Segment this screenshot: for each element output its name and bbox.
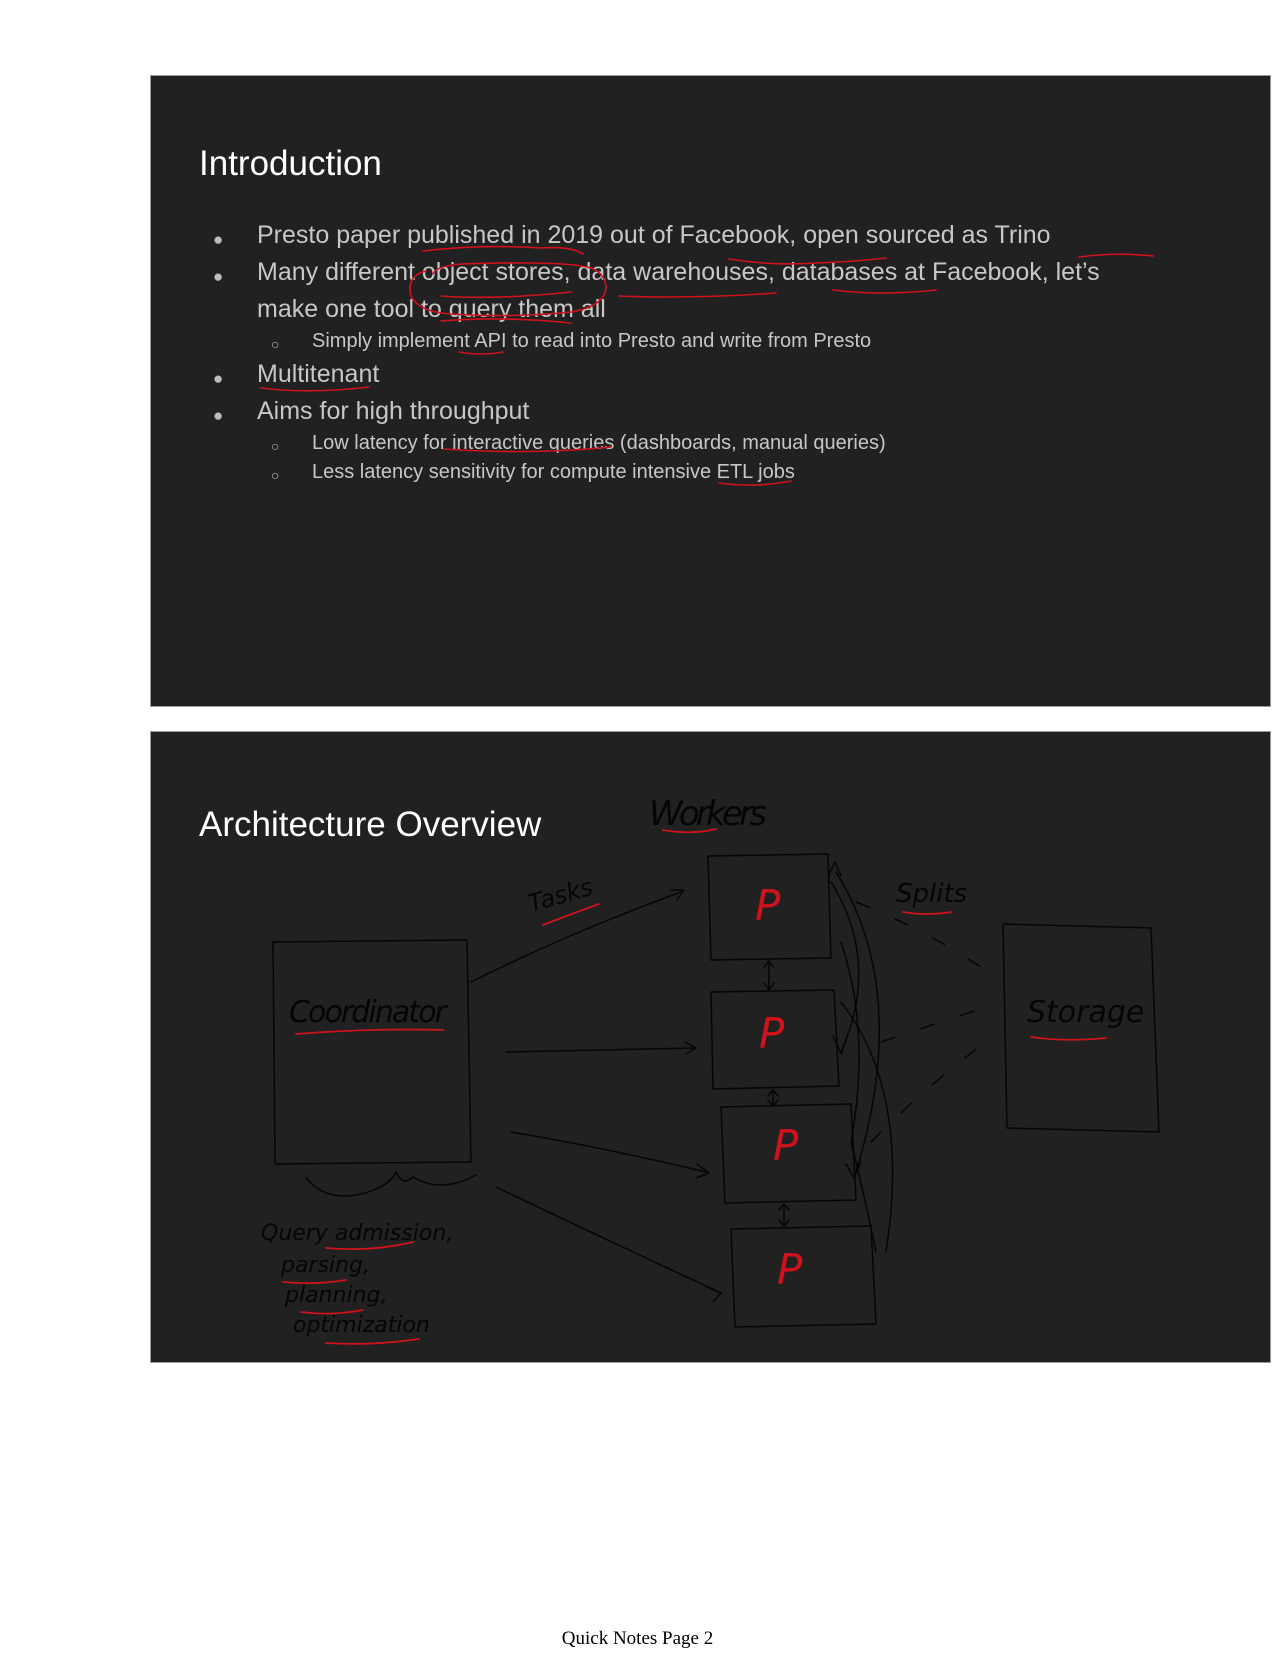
worker-label-1: P <box>755 881 781 930</box>
sub-bullet-etl: Less latency sensitivity for compute intensive ETL jobs <box>312 461 795 483</box>
label-splits: Splits <box>896 879 968 909</box>
underline-databases <box>833 290 936 293</box>
worker-box-2 <box>711 990 839 1089</box>
splits-dashed-line-1 <box>856 902 991 974</box>
slide-title: Architecture Overview <box>199 805 542 844</box>
bullet-marker: ● <box>213 369 224 388</box>
sub-bullet-api: Simply implement API to read into Presto and write from Presto <box>312 330 872 352</box>
bullet-many-stores-line1: Many different object stores, data warehouses, databases at Facebook, let’s <box>257 258 1100 286</box>
underline-optimization <box>326 1339 419 1344</box>
worker-label-2: P <box>759 1009 785 1058</box>
arrow-to-worker-4 <box>496 1187 719 1292</box>
bullet-multitenant: Multitenant <box>257 360 380 388</box>
label-storage: Storage <box>1027 995 1145 1030</box>
sub-bullet-low-latency: Low latency for interactive queries (dashboards, manual queries) <box>312 432 886 454</box>
notes-line1: Query admission, <box>261 1221 454 1246</box>
label-workers: Workers <box>649 794 767 834</box>
coordinator-box <box>273 940 471 1164</box>
bullet-many-stores-line2: make one tool to query them all <box>257 295 606 323</box>
bullet-marker: ● <box>213 230 224 249</box>
worker-label-3: P <box>773 1121 799 1170</box>
splits-dashed-line-3 <box>871 1042 986 1142</box>
underline-workers <box>663 829 716 832</box>
arrow-to-worker-1 <box>471 892 681 982</box>
underline-storage <box>1031 1037 1106 1040</box>
sub-bullet-marker: ○ <box>271 438 280 454</box>
underline-admission <box>326 1242 413 1249</box>
arrow-to-worker-3 <box>511 1132 706 1172</box>
arrow-w1-w2 <box>764 961 774 990</box>
coordinator-brace <box>306 1172 476 1196</box>
storage-box <box>1003 924 1159 1132</box>
notes-line4: optimization <box>293 1313 430 1338</box>
arrow-to-worker-2 <box>506 1048 694 1052</box>
shuffle-curve-4 <box>841 1002 893 1252</box>
splits-dashed-line-2 <box>881 1007 986 1042</box>
slide-architecture-overview <box>150 731 1271 1363</box>
shuffle-curve-2 <box>836 872 879 1172</box>
underline-parsing <box>283 1280 346 1283</box>
shuffle-curve-1 <box>831 882 859 1052</box>
sub-bullet-marker: ○ <box>271 467 280 483</box>
arrow-w3-w4 <box>779 1204 789 1226</box>
underline-trino <box>1079 254 1153 257</box>
notes-line2: parsing, <box>281 1253 370 1278</box>
notes-line3: planning, <box>285 1283 388 1308</box>
underline-planning <box>301 1310 363 1314</box>
slide-introduction <box>150 75 1271 707</box>
worker-box-1 <box>708 854 831 960</box>
shuffle-curve-3 <box>841 942 876 1252</box>
underline-data-warehouses <box>619 293 776 297</box>
label-tasks: Tasks <box>524 872 596 918</box>
underline-splits <box>903 912 951 914</box>
bullet-marker: ● <box>213 267 224 286</box>
worker-box-3 <box>721 1104 856 1203</box>
label-coordinator: Coordinator <box>289 995 447 1030</box>
arrow-w2-w3 <box>768 1090 778 1106</box>
sub-bullet-marker: ○ <box>271 336 280 352</box>
bullet-marker: ● <box>213 406 224 425</box>
underline-tasks <box>543 904 599 925</box>
page-footer: Quick Notes Page 2 <box>561 1628 714 1649</box>
worker-box-4 <box>731 1226 876 1327</box>
slide-title: Introduction <box>199 144 382 183</box>
bullet-presto-paper: Presto paper published in 2019 out of Facebook, open sourced as Trino <box>257 221 1051 249</box>
worker-label-4: P <box>777 1245 803 1294</box>
bullet-throughput: Aims for high throughput <box>257 397 530 425</box>
underline-coordinator <box>296 1030 443 1035</box>
